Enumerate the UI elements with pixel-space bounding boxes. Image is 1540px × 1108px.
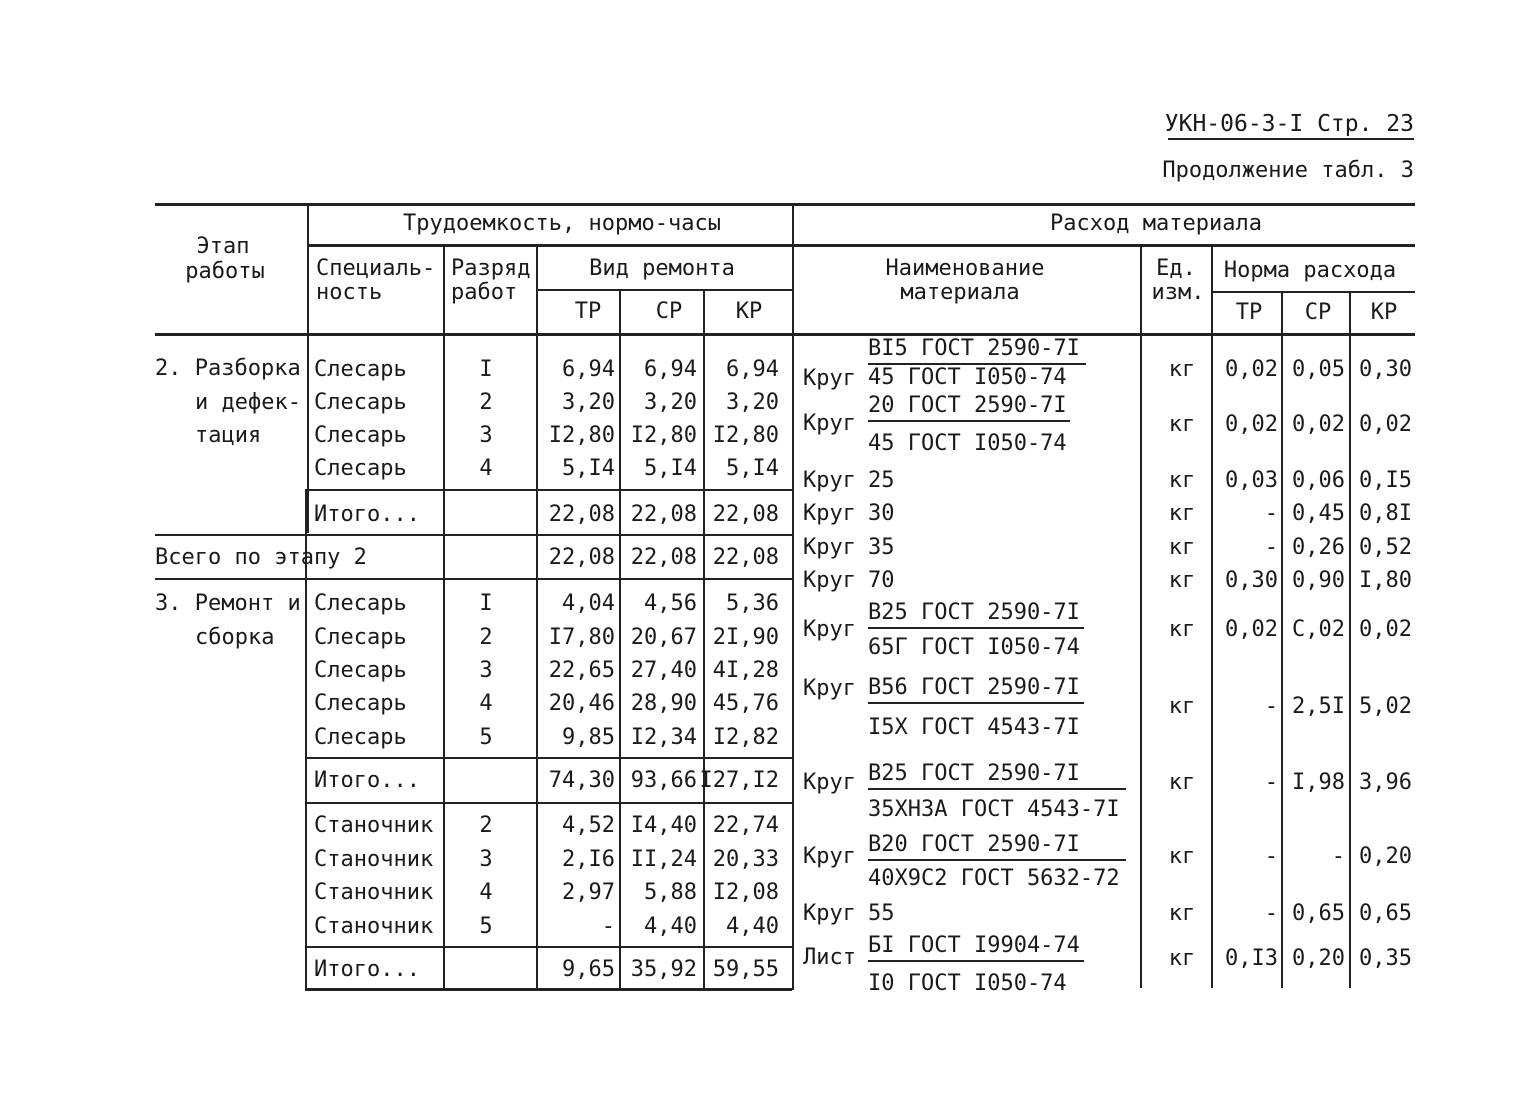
material-norm-kr: 0,30 bbox=[1359, 357, 1412, 382]
labor-row-specialty: Слесарь bbox=[314, 357, 407, 382]
labor-row-sr: I2,80 bbox=[630, 423, 697, 448]
material-unit: кг bbox=[1168, 535, 1196, 560]
labor-row-kr: 45,76 bbox=[712, 691, 779, 716]
unit-header-line1: Ед. bbox=[1156, 256, 1196, 281]
material-grade-numerator: 70 bbox=[868, 568, 895, 593]
labor-row-tr: 2,I6 bbox=[562, 847, 615, 872]
material-grade-numerator: 25 bbox=[868, 468, 895, 493]
material-norm-tr: 0,30 bbox=[1225, 568, 1278, 593]
material-norm-kr: 0,02 bbox=[1359, 412, 1412, 437]
labor-row-kr: 4I,28 bbox=[712, 658, 779, 683]
stage-header-line1: Этап bbox=[196, 234, 250, 259]
material-unit: кг bbox=[1168, 694, 1196, 719]
labor-row-kr: 6,94 bbox=[726, 357, 779, 382]
material-grade-numerator: B20 ГОСТ 2590-7I bbox=[868, 832, 1080, 857]
labor-row-grade: 3 bbox=[479, 658, 493, 683]
labor-row-tr: 9,85 bbox=[562, 725, 615, 750]
labor-row-kr: I2,82 bbox=[712, 725, 779, 750]
labor-row-kr: 22,74 bbox=[712, 813, 779, 838]
material-grade-denominator: I5X ГОСТ 4543-7I bbox=[868, 715, 1080, 740]
labor-row-kr: 2I,90 bbox=[712, 625, 779, 650]
material-norm-sr: - bbox=[1331, 844, 1345, 869]
material-unit: кг bbox=[1168, 770, 1196, 795]
labor-row-tr: 5,I4 bbox=[562, 456, 615, 481]
material-norm-tr: 0,03 bbox=[1225, 468, 1278, 493]
material-grade-numerator: B25 ГОСТ 2590-7I bbox=[868, 600, 1080, 625]
material-kind: Круг bbox=[803, 501, 856, 526]
labor-row-specialty: Слесарь bbox=[314, 691, 407, 716]
material-kind: Круг bbox=[803, 617, 856, 642]
document-code: УКН-06-3-I Стр. 23 bbox=[1164, 111, 1414, 137]
material-name-header-line1: Наименование bbox=[885, 256, 1045, 281]
material-norm-sr: 0,90 bbox=[1292, 568, 1345, 593]
norm-kr-header: КР bbox=[1370, 300, 1398, 325]
labor-row-sr: 22,08 bbox=[630, 502, 697, 527]
labor-row-sr: 27,40 bbox=[630, 658, 697, 683]
material-fraction-line bbox=[868, 420, 1070, 422]
material-use-header: Расход материала bbox=[1050, 211, 1262, 236]
material-norm-tr: - bbox=[1264, 535, 1278, 560]
labor-row-tr: 22,08 bbox=[548, 545, 615, 570]
material-norm-sr: 0,05 bbox=[1292, 357, 1345, 382]
material-grade-denominator: 40X9C2 ГОСТ 5632-72 bbox=[868, 866, 1120, 891]
material-unit: кг bbox=[1168, 844, 1196, 869]
labor-row-kr: I27,I2 bbox=[699, 768, 779, 793]
labor-row-grade: 3 bbox=[479, 423, 493, 448]
material-norm-kr: 0,65 bbox=[1359, 901, 1412, 926]
labor-row-specialty: Станочник bbox=[314, 813, 434, 838]
labor-row-tr: 22,08 bbox=[548, 502, 615, 527]
labor-row-grade: 2 bbox=[479, 813, 493, 838]
grade-header-line2: работ bbox=[451, 280, 518, 305]
labor-row-specialty: Слесарь bbox=[314, 625, 407, 650]
labor-row-specialty: Слесарь bbox=[314, 725, 407, 750]
labor-row-grade: 4 bbox=[479, 456, 493, 481]
material-unit: кг bbox=[1168, 617, 1196, 642]
labor-row-grade: 2 bbox=[479, 390, 493, 415]
material-fraction-line bbox=[868, 859, 1126, 861]
material-grade-denominator: I0 ГОСТ I050-74 bbox=[868, 971, 1067, 996]
labor-row-kr: 22,08 bbox=[712, 545, 779, 570]
labor-sr-header: СР bbox=[655, 299, 683, 324]
labor-row-tr: 2,97 bbox=[562, 880, 615, 905]
material-unit: кг bbox=[1168, 357, 1196, 382]
material-kind: Лист bbox=[803, 945, 856, 970]
material-fraction-line bbox=[868, 702, 1084, 704]
material-kind: Круг bbox=[803, 535, 856, 560]
material-kind: Круг bbox=[803, 568, 856, 593]
labor-row-specialty: Итого... bbox=[314, 957, 420, 982]
labor-row-kr: 5,I4 bbox=[726, 456, 779, 481]
material-grade-numerator: B25 ГОСТ 2590-7I bbox=[868, 761, 1080, 786]
material-norm-sr: 0,20 bbox=[1292, 946, 1345, 971]
repair-type-header: Вид ремонта bbox=[589, 256, 735, 281]
material-unit: кг bbox=[1168, 412, 1196, 437]
labor-row-sr: 6,94 bbox=[644, 357, 697, 382]
labor-row-tr: 22,65 bbox=[548, 658, 615, 683]
document-code-underline bbox=[1168, 138, 1414, 140]
material-norm-kr: 0,02 bbox=[1359, 617, 1412, 642]
labor-row-specialty: Слесарь bbox=[314, 390, 407, 415]
material-norm-tr: - bbox=[1264, 694, 1278, 719]
norm-tr-header: ТР bbox=[1235, 300, 1263, 325]
material-grade-numerator: 30 bbox=[868, 501, 895, 526]
material-name-header-line2: материала bbox=[900, 280, 1020, 305]
material-unit: кг bbox=[1168, 568, 1196, 593]
material-grade-numerator: 35 bbox=[868, 535, 895, 560]
unit-header-line2: изм. bbox=[1151, 280, 1205, 305]
labor-row-specialty: Итого... bbox=[314, 768, 420, 793]
labor-row-sr: 22,08 bbox=[630, 545, 697, 570]
stage-3-label-line2: сборка bbox=[195, 625, 275, 650]
material-kind: Круг bbox=[803, 676, 856, 701]
grade-header-line1: Разряд bbox=[451, 256, 531, 281]
labor-row-kr: 20,33 bbox=[712, 847, 779, 872]
material-norm-kr: 3,96 bbox=[1359, 770, 1412, 795]
material-norm-tr: - bbox=[1264, 501, 1278, 526]
labor-row-tr: I2,80 bbox=[548, 423, 615, 448]
stage-3-label-line1: 3. Ремонт и bbox=[155, 591, 301, 616]
labor-row-tr: 20,46 bbox=[548, 691, 615, 716]
material-fraction-line bbox=[868, 960, 1084, 962]
material-norm-tr: - bbox=[1264, 844, 1278, 869]
labor-row-sr: 4,40 bbox=[644, 914, 697, 939]
labor-kr-header: КР bbox=[735, 299, 763, 324]
material-grade-denominator: 35XH3A ГОСТ 4543-7I bbox=[868, 797, 1120, 822]
material-grade-numerator: БI ГОСТ I9904-74 bbox=[868, 933, 1080, 958]
material-kind: Круг bbox=[803, 844, 856, 869]
labor-row-sr: 35,92 bbox=[630, 957, 697, 982]
labor-row-sr: 5,I4 bbox=[644, 456, 697, 481]
labor-row-tr: 74,30 bbox=[548, 768, 615, 793]
labor-row-specialty: Слесарь bbox=[314, 591, 407, 616]
material-norm-sr: 0,45 bbox=[1292, 501, 1345, 526]
labor-row-grade: I bbox=[479, 591, 493, 616]
material-grade-denominator: 65Г ГОСТ I050-74 bbox=[868, 635, 1080, 660]
labor-row-kr: I2,08 bbox=[712, 880, 779, 905]
material-kind: Круг bbox=[803, 901, 856, 926]
material-norm-tr: - bbox=[1264, 770, 1278, 795]
labor-row-tr: 4,04 bbox=[562, 591, 615, 616]
table-continuation: Продолжение табл. 3 bbox=[1162, 158, 1414, 183]
material-norm-kr: 0,20 bbox=[1359, 844, 1412, 869]
labor-row-specialty: Станочник bbox=[314, 914, 434, 939]
material-fraction-line bbox=[868, 788, 1126, 790]
material-unit: кг bbox=[1168, 901, 1196, 926]
material-grade-numerator: B56 ГОСТ 2590-7I bbox=[868, 675, 1080, 700]
labor-row-kr: I2,80 bbox=[712, 423, 779, 448]
material-norm-tr: 0,02 bbox=[1225, 617, 1278, 642]
labor-row-kr: 22,08 bbox=[712, 502, 779, 527]
stage-2-label-line2: и дефек- bbox=[195, 390, 301, 415]
stage-2-total-label: Всего по этапу 2 bbox=[155, 545, 367, 570]
labor-row-grade: 4 bbox=[479, 880, 493, 905]
material-norm-kr: 0,35 bbox=[1359, 946, 1412, 971]
labor-row-tr: 9,65 bbox=[562, 957, 615, 982]
stage-2-label-line1: 2. Разборка bbox=[155, 356, 301, 381]
labor-row-specialty: Станочник bbox=[314, 880, 434, 905]
stage-2-label-line3: тация bbox=[195, 423, 262, 448]
labor-row-sr: II,24 bbox=[630, 847, 697, 872]
labor-row-tr: - bbox=[601, 914, 615, 939]
labor-row-kr: 5,36 bbox=[726, 591, 779, 616]
labor-row-kr: 59,55 bbox=[712, 957, 779, 982]
labor-row-grade: I bbox=[479, 357, 493, 382]
labor-row-specialty: Станочник bbox=[314, 847, 434, 872]
labor-row-sr: I4,40 bbox=[630, 813, 697, 838]
material-norm-kr: I,80 bbox=[1359, 568, 1412, 593]
labor-row-tr: 3,20 bbox=[562, 390, 615, 415]
material-norm-sr: 0,65 bbox=[1292, 901, 1345, 926]
material-grade-numerator: 55 bbox=[868, 901, 895, 926]
material-norm-sr: 2,5I bbox=[1292, 694, 1345, 719]
material-unit: кг bbox=[1168, 946, 1196, 971]
specialty-header-line2: ность bbox=[316, 280, 383, 305]
labor-row-grade: 5 bbox=[479, 914, 493, 939]
labor-row-sr: 93,66 bbox=[630, 768, 697, 793]
material-kind: Круг bbox=[803, 411, 856, 436]
material-kind: Круг bbox=[803, 366, 856, 391]
labor-row-sr: 28,90 bbox=[630, 691, 697, 716]
specialty-header-line1: Специаль- bbox=[316, 256, 436, 281]
material-norm-tr: 0,02 bbox=[1225, 412, 1278, 437]
labor-row-grade: 2 bbox=[479, 625, 493, 650]
labor-row-specialty: Слесарь bbox=[314, 423, 407, 448]
material-unit: кг bbox=[1168, 501, 1196, 526]
labor-row-grade: 5 bbox=[479, 725, 493, 750]
labor-row-grade: 3 bbox=[479, 847, 493, 872]
stage-header-line2: работы bbox=[185, 259, 265, 284]
material-norm-kr: 0,I5 bbox=[1359, 468, 1412, 493]
material-norm-tr: 0,I3 bbox=[1225, 946, 1278, 971]
material-norm-sr: 0,26 bbox=[1292, 535, 1345, 560]
labor-row-sr: 4,56 bbox=[644, 591, 697, 616]
material-norm-sr: 0,02 bbox=[1292, 412, 1345, 437]
material-norm-kr: 0,8I bbox=[1359, 501, 1412, 526]
labor-row-sr: I2,34 bbox=[630, 725, 697, 750]
material-fraction-line bbox=[868, 627, 1084, 629]
material-grade-denominator: 45 ГОСТ I050-74 bbox=[868, 431, 1067, 456]
labor-row-kr: 3,20 bbox=[726, 390, 779, 415]
material-norm-sr: I,98 bbox=[1292, 770, 1345, 795]
material-unit: кг bbox=[1168, 468, 1196, 493]
labor-row-kr: 4,40 bbox=[726, 914, 779, 939]
labor-row-specialty: Слесарь bbox=[314, 456, 407, 481]
material-norm-tr: - bbox=[1264, 901, 1278, 926]
material-norm-sr: 0,06 bbox=[1292, 468, 1345, 493]
norm-sr-header: СР bbox=[1304, 300, 1332, 325]
material-norm-tr: 0,02 bbox=[1225, 357, 1278, 382]
material-grade-numerator: BI5 ГОСТ 2590-7I bbox=[868, 336, 1080, 361]
material-kind: Круг bbox=[803, 770, 856, 795]
material-norm-kr: 0,52 bbox=[1359, 535, 1412, 560]
material-norm-sr: C,02 bbox=[1292, 617, 1345, 642]
labor-row-specialty: Итого... bbox=[314, 502, 420, 527]
material-grade-numerator: 20 ГОСТ 2590-7I bbox=[868, 393, 1067, 418]
labor-row-tr: 6,94 bbox=[562, 357, 615, 382]
labor-row-sr: 20,67 bbox=[630, 625, 697, 650]
labor-row-tr: 4,52 bbox=[562, 813, 615, 838]
norm-header: Норма расхода bbox=[1223, 258, 1397, 283]
material-kind: Круг bbox=[803, 468, 856, 493]
labor-row-tr: I7,80 bbox=[548, 625, 615, 650]
labor-tr-header: ТР bbox=[574, 299, 602, 324]
material-grade-denominator: 45 ГОСТ I050-74 bbox=[868, 365, 1067, 390]
labor-row-grade: 4 bbox=[479, 691, 493, 716]
labor-row-sr: 3,20 bbox=[644, 390, 697, 415]
labor-header: Трудоемкость, нормо-часы bbox=[403, 211, 721, 236]
material-norm-kr: 5,02 bbox=[1359, 694, 1412, 719]
labor-row-sr: 5,88 bbox=[644, 880, 697, 905]
labor-row-specialty: Слесарь bbox=[314, 658, 407, 683]
